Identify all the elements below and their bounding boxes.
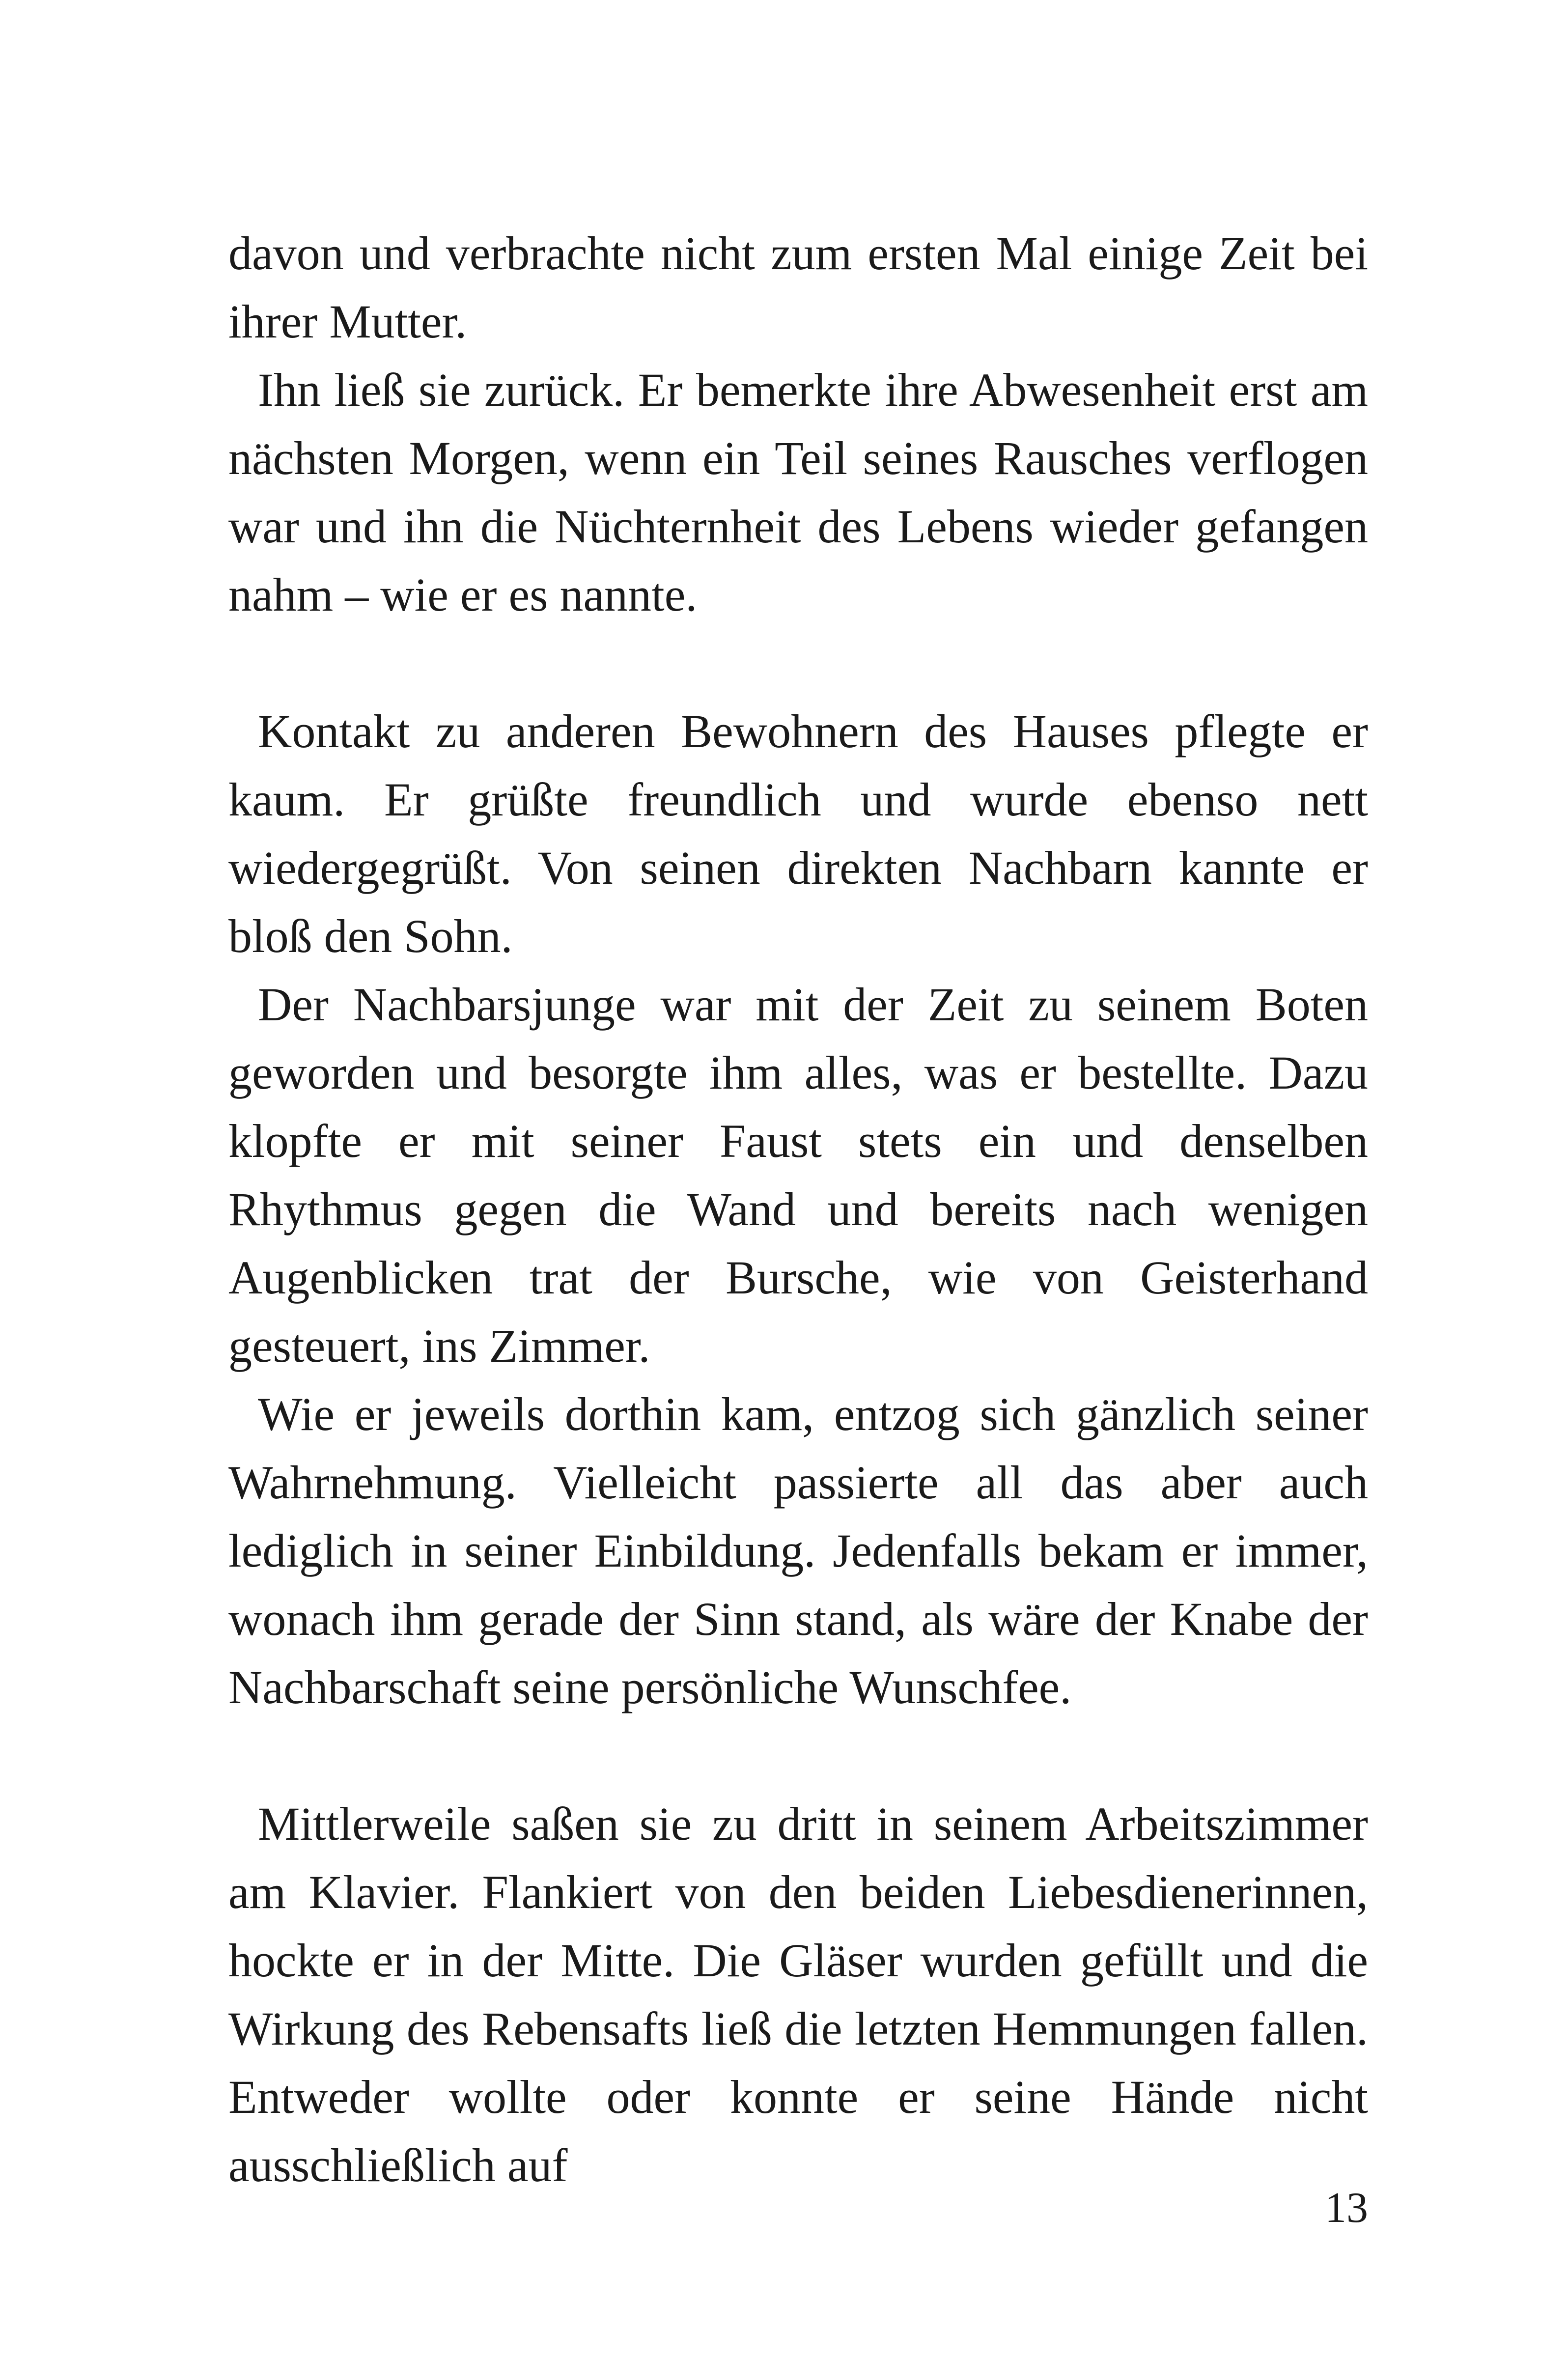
paragraph: Der Nachbarsjunge war mit der Zeit zu seinem Boten geworden und besorgte ihm alles, was er bestellte. Dazu klopfte er mit seiner Faust stets ein und denselben Rhythmus gegen die Wand und bereits nach wenigen Augenblicken trat der Bursche, wie von Geisterhand gesteuert, ins Zimmer.	[228, 978, 1368, 1372]
paragraph: Wie er jeweils dorthin kam, entzog sich gänzlich seiner Wahrnehmung. Vielleicht passierte all das aber auch lediglich in seiner Einbildung. Jedenfalls bekam er immer, wonach ihm gerade der Sinn stand, als wäre der Knabe der Nachbarschaft seine persönliche Wunschfee.	[228, 1388, 1368, 1713]
paragraph: Kontakt zu anderen Bewohnern des Hauses pflegte er kaum. Er grüßte freundlich und wurde ebenso nett wiedergegrüßt. Von seinen direkten Nachbarn kannte er bloß den Sohn.	[228, 705, 1368, 962]
paragraph-continuation: davon und verbrachte nicht zum ersten Mal einige Zeit bei ihrer Mutter.	[228, 227, 1368, 348]
body-text	[228, 219, 1368, 2199]
paragraph: Ihn ließ sie zurück. Er bemerkte ihre Abwesenheit erst am nächsten Morgen, wenn ein Teil seines Rausches verflogen war und ihn die Nüchternheit des Lebens wieder gefangen nahm – wie er es nannte.	[228, 364, 1368, 621]
section-break	[228, 1721, 1368, 1790]
paragraph: Mittlerweile saßen sie zu dritt in seinem Arbeitszimmer am Klavier. Flankiert von den beiden Liebesdienerinnen, hockte er in der Mitte. Die Gläser wurden gefüllt und die Wirkung des Rebensafts ließ die letzten Hemmungen fallen. Entweder wollte oder konnte er seine Hände nicht ausschließlich auf	[228, 1797, 1368, 2191]
page-number: 13	[1325, 2184, 1368, 2232]
section-break	[228, 629, 1368, 697]
